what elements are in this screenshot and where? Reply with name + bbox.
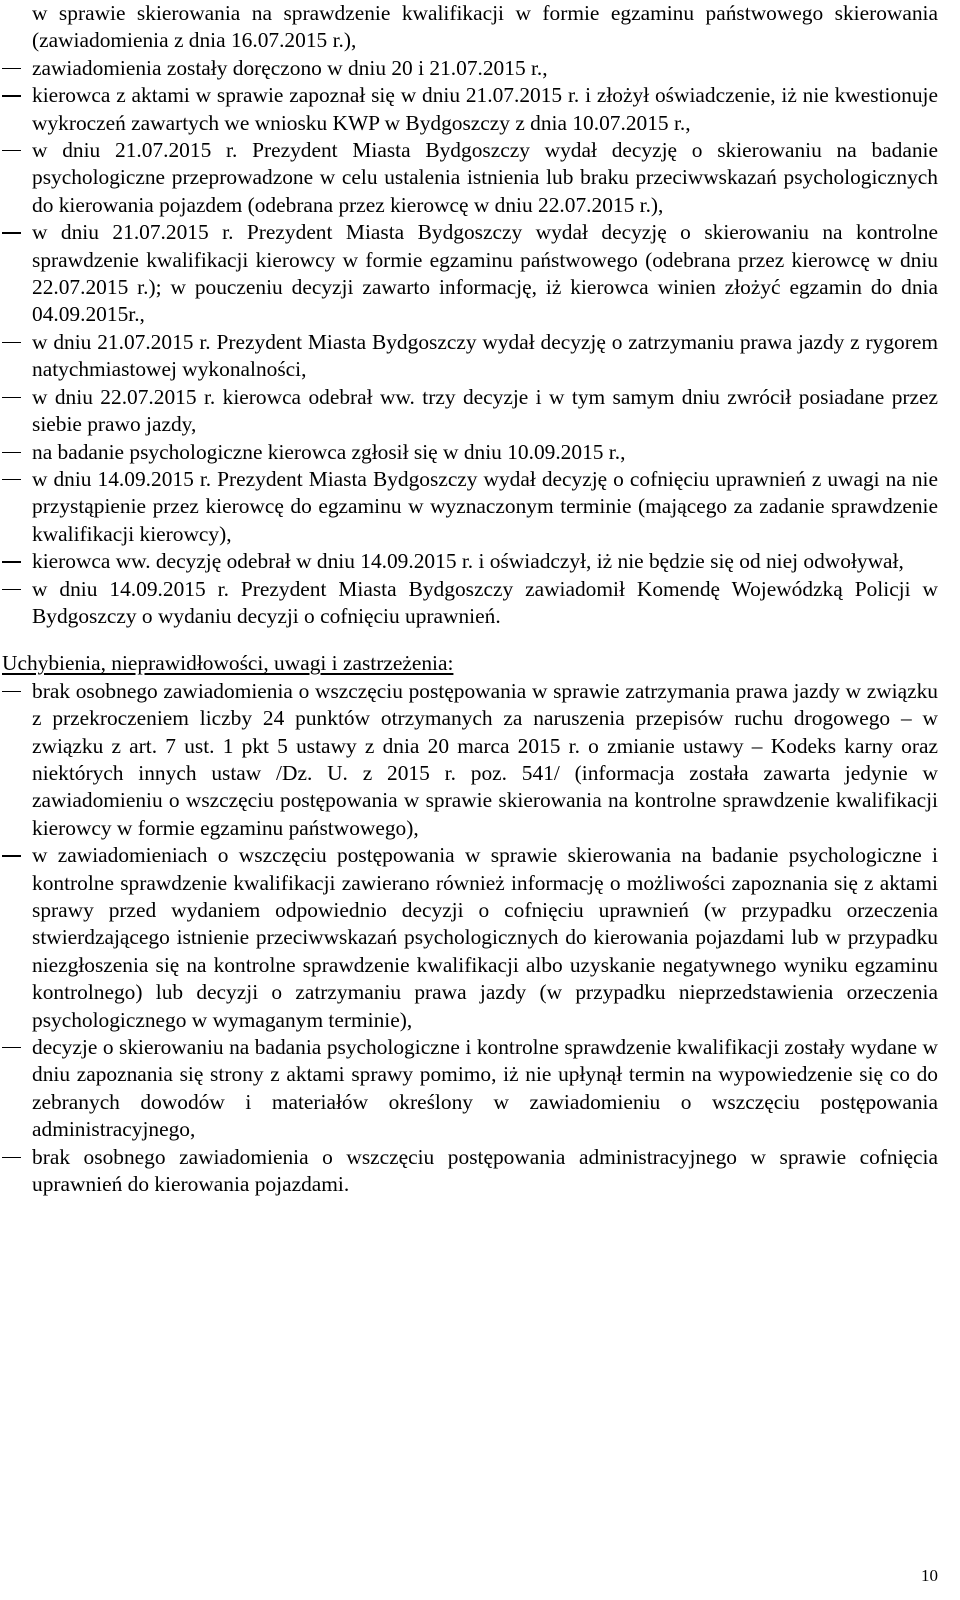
list-item-text: w dniu 21.07.2015 r. Prezydent Miasta Bydgoszczy wydał decyzję o zatrzymaniu prawa jazdy z rygorem natychmiastowej wykonalności, [32,329,938,382]
page-number: 10 [921,1566,938,1585]
list-item [2,137,938,219]
section-list [2,678,938,1199]
list-item [2,0,938,55]
list-item-text: w dniu 21.07.2015 r. Prezydent Miasta Bydgoszczy wydał decyzję o skierowaniu na badanie psychologiczne przeprowadzone w celu ustalenia istnienia lub braku przeciwwskazań psychologicznych do kierowania pojazdem (odebrana przez kierowcę w dniu 22.07.2015 r.), [32,138,938,217]
list-item-text: na badanie psychologiczne kierowca zgłosił się w dniu 10.09.2015 r., [32,439,626,464]
list-item-text: w dniu 14.09.2015 r. Prezydent Miasta Bydgoszczy wydał decyzję o cofnięciu uprawnień z uwagi na nie przystąpienie przez kierowcę do egzaminu w wyznaczonym terminie (mającego za zadanie sprawdzenie kwalifikacji kierowcy), [32,466,938,546]
list-item [2,82,938,137]
list-item [2,329,938,384]
list-item [2,576,938,631]
list-item-text: w sprawie skierowania na sprawdzenie kwalifikacji w formie egzaminu państwowego skierowania (zawiadomienia z dnia 16.07.2015 r.), [32,1,938,53]
list-item-text: w dniu 21.07.2015 r. Prezydent Miasta Bydgoszczy wydał decyzję o skierowaniu na kontrolne sprawdzenie kwalifikacji kierowcy w formie egzaminu państwowego (odebrana przez kierowcę w dniu 22.07.2015 r.); w pouczeniu decyzji zawarto informację, iż kierowca winien złożyć egzamin do dnia 04.09.2015r., [32,220,938,327]
list-item [2,219,938,329]
list-item-text: kierowca ww. decyzję odebrał w dniu 14.09.2015 r. i oświadczył, iż nie będzie się od niej odwoływał, [32,549,904,574]
list-item [2,842,938,1034]
list-item [2,384,938,439]
list-item [2,55,938,82]
section-heading: Uchybienia, nieprawidłowości, uwagi i zastrzeżenia: [2,651,454,676]
document-body [2,0,938,1198]
list-item-text: w dniu 22.07.2015 r. kierowca odebrał ww. trzy decyzje i w tym samym dniu zwrócił posiadane przez siebie prawo jazdy, [32,384,938,437]
list-item-text: kierowca z aktami w sprawie zapoznał się w dniu 21.07.2015 r. i złożył oświadczenie, iż nie kwestionuje wykroczeń zawartych we wniosku KWP w Bydgoszczy z dnia 10.07.2015 r., [32,83,938,135]
list-item-text: decyzje o skierowaniu na badania psychologiczne i kontrolne sprawdzenie kwalifikacji zostały wydane w dniu zapoznania się strony z aktami sprawy pomimo, iż nie upłynął termin na wypowiedzenie się co do zebranych dowodów i materiałów określony w zawiadomieniu o wszczęciu postępowania administracyjnego, [32,1035,938,1142]
list-item-text: w dniu 14.09.2015 r. Prezydent Miasta Bydgoszczy zawiadomił Komendę Wojewódzką Policji w Bydgoszczy o wydaniu decyzji o cofnięciu uprawnień. [32,576,938,628]
list-item-text: zawiadomienia zostały doręczono w dniu 20 i 21.07.2015 r., [32,55,548,80]
list-item [2,1144,938,1199]
list-item-text: brak osobnego zawiadomienia o wszczęciu postępowania administracyjnego w sprawie cofnięcia uprawnień do kierowania pojazdami. [32,1144,938,1197]
list-item [2,678,938,842]
list-item-text: w zawiadomieniach o wszczęciu postępowania w sprawie skierowania na badanie psychologiczne i kontrolne sprawdzenie kwalifikacji zawierano również informację o możliwości zapoznania się z aktami sprawy przed wydaniem odpowiednio decyzji o cofnięciu uprawnień (w przypadku orzeczenia stwierdzającego istnienie przeciwwskazań psychologicznych do kierowania pojazdami lub w przypadku niezgłoszenia się na kontrolne sprawdzenie kwalifikacji albo uzyskanie negatywnego wyniku egzaminu kontrolnego) lub decyzji o zatrzymaniu prawa jazdy (w przypadku nieprzedstawienia orzeczenia psychologicznego w wymaganym terminie), [32,843,938,1032]
list-item-text: brak osobnego zawiadomienia o wszczęciu postępowania w sprawie zatrzymania prawa jazdy w związku z przekroczeniem liczby 24 punktów otrzymanych za naruszenia przepisów ruchu drogowego – w związku z art. 7 ust. 1 pkt 5 ustawy z dnia 20 marca 2015 r. o zmianie ustawy – Kodeks karny oraz niektórych innych ustaw /Dz. U. z 2015 r. poz. 541/ (informacja została zawarta jedynie w zawiadomieniu o wszczęciu postępowania w sprawie skierowania na kontrolne sprawdzenie kwalifikacji kierowcy w formie egzaminu państwowego), [32,678,938,840]
list-item [2,548,938,575]
list-item [2,466,938,548]
list-item [2,1034,938,1144]
top-list [2,0,938,630]
list-item [2,439,938,466]
